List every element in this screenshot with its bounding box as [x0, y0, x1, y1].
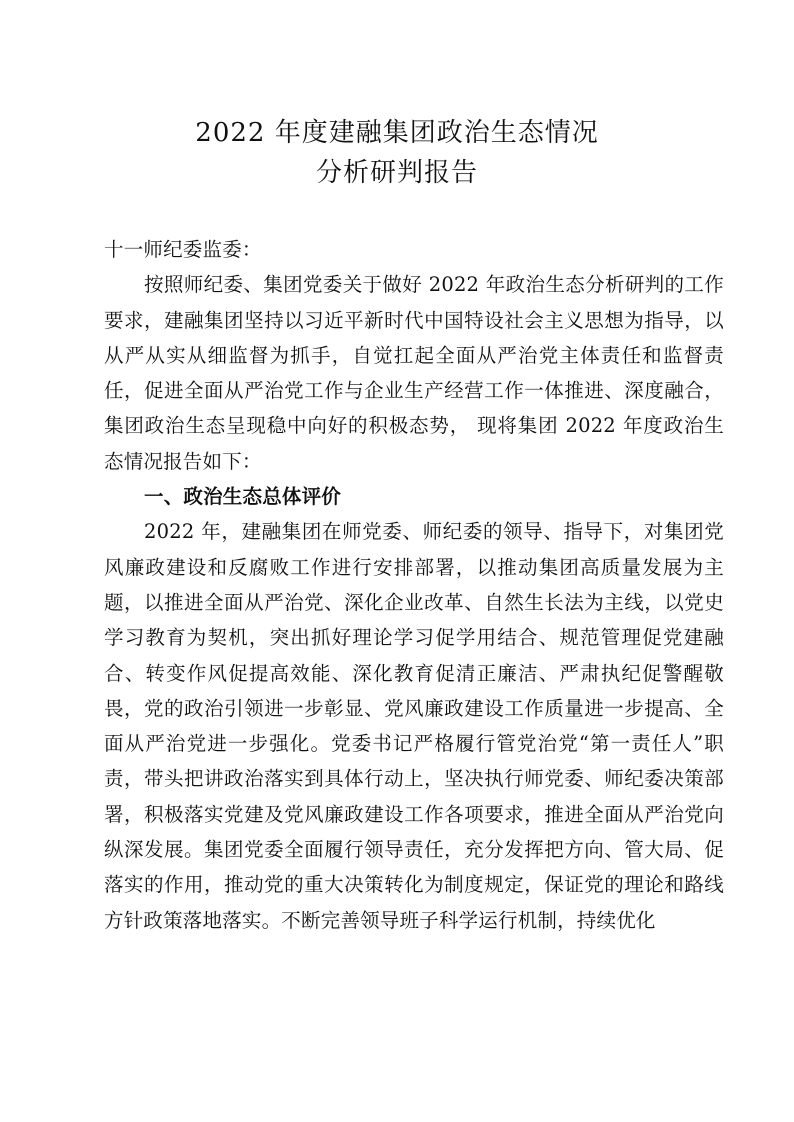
addressee: 十一师纪委监委： [104, 238, 262, 261]
intro-paragraph: 按照师纪委、集团党委关于做好 2022 年政治生态分析研判的工作要求，建融集团坚持以习近平新时代中国特设社会主义思想为指导，以从严从实从细监督为抓手，自觉扛起全面从严治党主体责任和监督责任，促进全面从严治党工作与企业生产经营工作一体推进、深度融合，集团政治生态呈现稳中向好的积极态势， 现将集团 2022 年度政治生态情况报告如下： [104, 273, 724, 473]
document-body [104, 232, 724, 938]
document-title-line-1: 2022 年度建融集团政治生态情况 [195, 118, 599, 148]
section-1-paragraph: 2022 年，建融集团在师党委、师纪委的领导、指导下，对集团党风廉政建设和反腐败工作进行安排部署，以推动集团高质量发展为主题，以推进全面从严治党、深化企业改革、自然生长法为主线，以党史学习教育为契机，突出抓好理论学习促学用结合、规范管理促党建融合、转变作风促提高效能、深化教育促清正廉洁、严肃执纪促警醒敬畏，党的政治引领进一步彰显、党风廉政建设工作质量进一步提高、全面从严治党进一步强化。党委书记严格履行管党治党“第一责任人”职责，带头把讲政治落实到具体行动上，坚决执行师党委、师纪委决策部署，积极落实党建及党风廉政建设工作各项要求，推进全面从严治党向纵深发展。集团党委全面履行领导责任，充分发挥把方向、管大局、促落实的作用，推动党的重大决策转化为制度规定，保证党的理论和路线方针政策落地落实。不断完善领导班子科学运行机制，持续优化 [104, 520, 724, 932]
document-title-line-2: 分析研判报告 [315, 158, 478, 188]
section-1-heading: 一、政治生态总体评价 [144, 485, 342, 509]
